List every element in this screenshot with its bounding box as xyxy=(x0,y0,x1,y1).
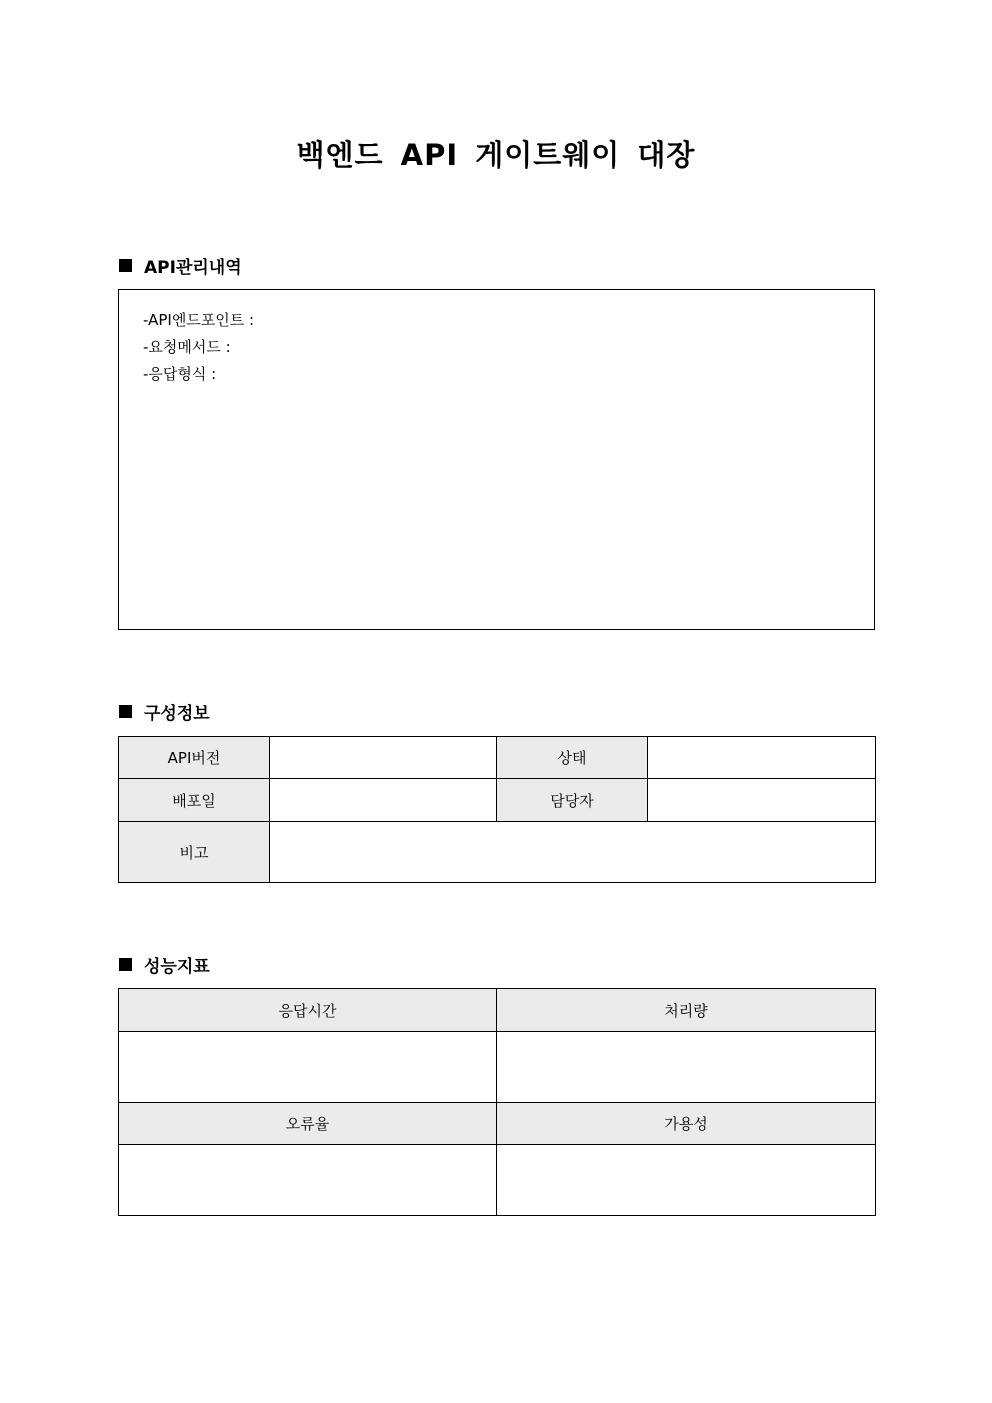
note-label: 비고 xyxy=(119,822,270,883)
table-row xyxy=(119,737,876,779)
table-row xyxy=(119,779,876,822)
request-method-line: -요청메서드 : xyxy=(143,338,231,356)
page-title: 백엔드 API 게이트웨이 대장 xyxy=(296,138,696,172)
section-heading-perf xyxy=(119,952,210,976)
throughput-value[interactable] xyxy=(497,1032,876,1103)
performance-table xyxy=(118,988,876,1216)
square-bullet-icon xyxy=(119,705,132,718)
api-details-box[interactable] xyxy=(118,289,875,630)
square-bullet-icon xyxy=(119,958,132,971)
table-row xyxy=(119,989,876,1032)
owner-value[interactable] xyxy=(648,779,876,822)
square-bullet-icon xyxy=(119,259,132,272)
error-rate-label: 오류율 xyxy=(119,1103,497,1145)
error-rate-value[interactable] xyxy=(119,1145,497,1216)
api-version-value[interactable] xyxy=(270,737,497,779)
section-heading-label: 성능지표 xyxy=(144,956,210,977)
table-row xyxy=(119,1145,876,1216)
note-value[interactable] xyxy=(270,822,876,883)
table-row xyxy=(119,1032,876,1103)
throughput-label: 처리량 xyxy=(497,989,876,1032)
deploy-date-label: 배포일 xyxy=(119,779,270,822)
config-table xyxy=(118,736,876,883)
api-endpoint-line: -API엔드포인트 : xyxy=(143,311,255,329)
section-heading-label: API관리내역 xyxy=(144,257,242,278)
section-heading-api xyxy=(119,253,242,277)
table-row xyxy=(119,1103,876,1145)
response-time-value[interactable] xyxy=(119,1032,497,1103)
status-value[interactable] xyxy=(648,737,876,779)
section-heading-config xyxy=(119,699,210,723)
availability-value[interactable] xyxy=(497,1145,876,1216)
api-version-label: API버전 xyxy=(119,737,270,779)
response-time-label: 응답시간 xyxy=(119,989,497,1032)
status-label: 상태 xyxy=(497,737,648,779)
table-row xyxy=(119,822,876,883)
deploy-date-value[interactable] xyxy=(270,779,497,822)
response-format-line: -응답형식 : xyxy=(143,365,217,383)
availability-label: 가용성 xyxy=(497,1103,876,1145)
section-heading-label: 구성정보 xyxy=(144,703,210,724)
owner-label: 담당자 xyxy=(497,779,648,822)
